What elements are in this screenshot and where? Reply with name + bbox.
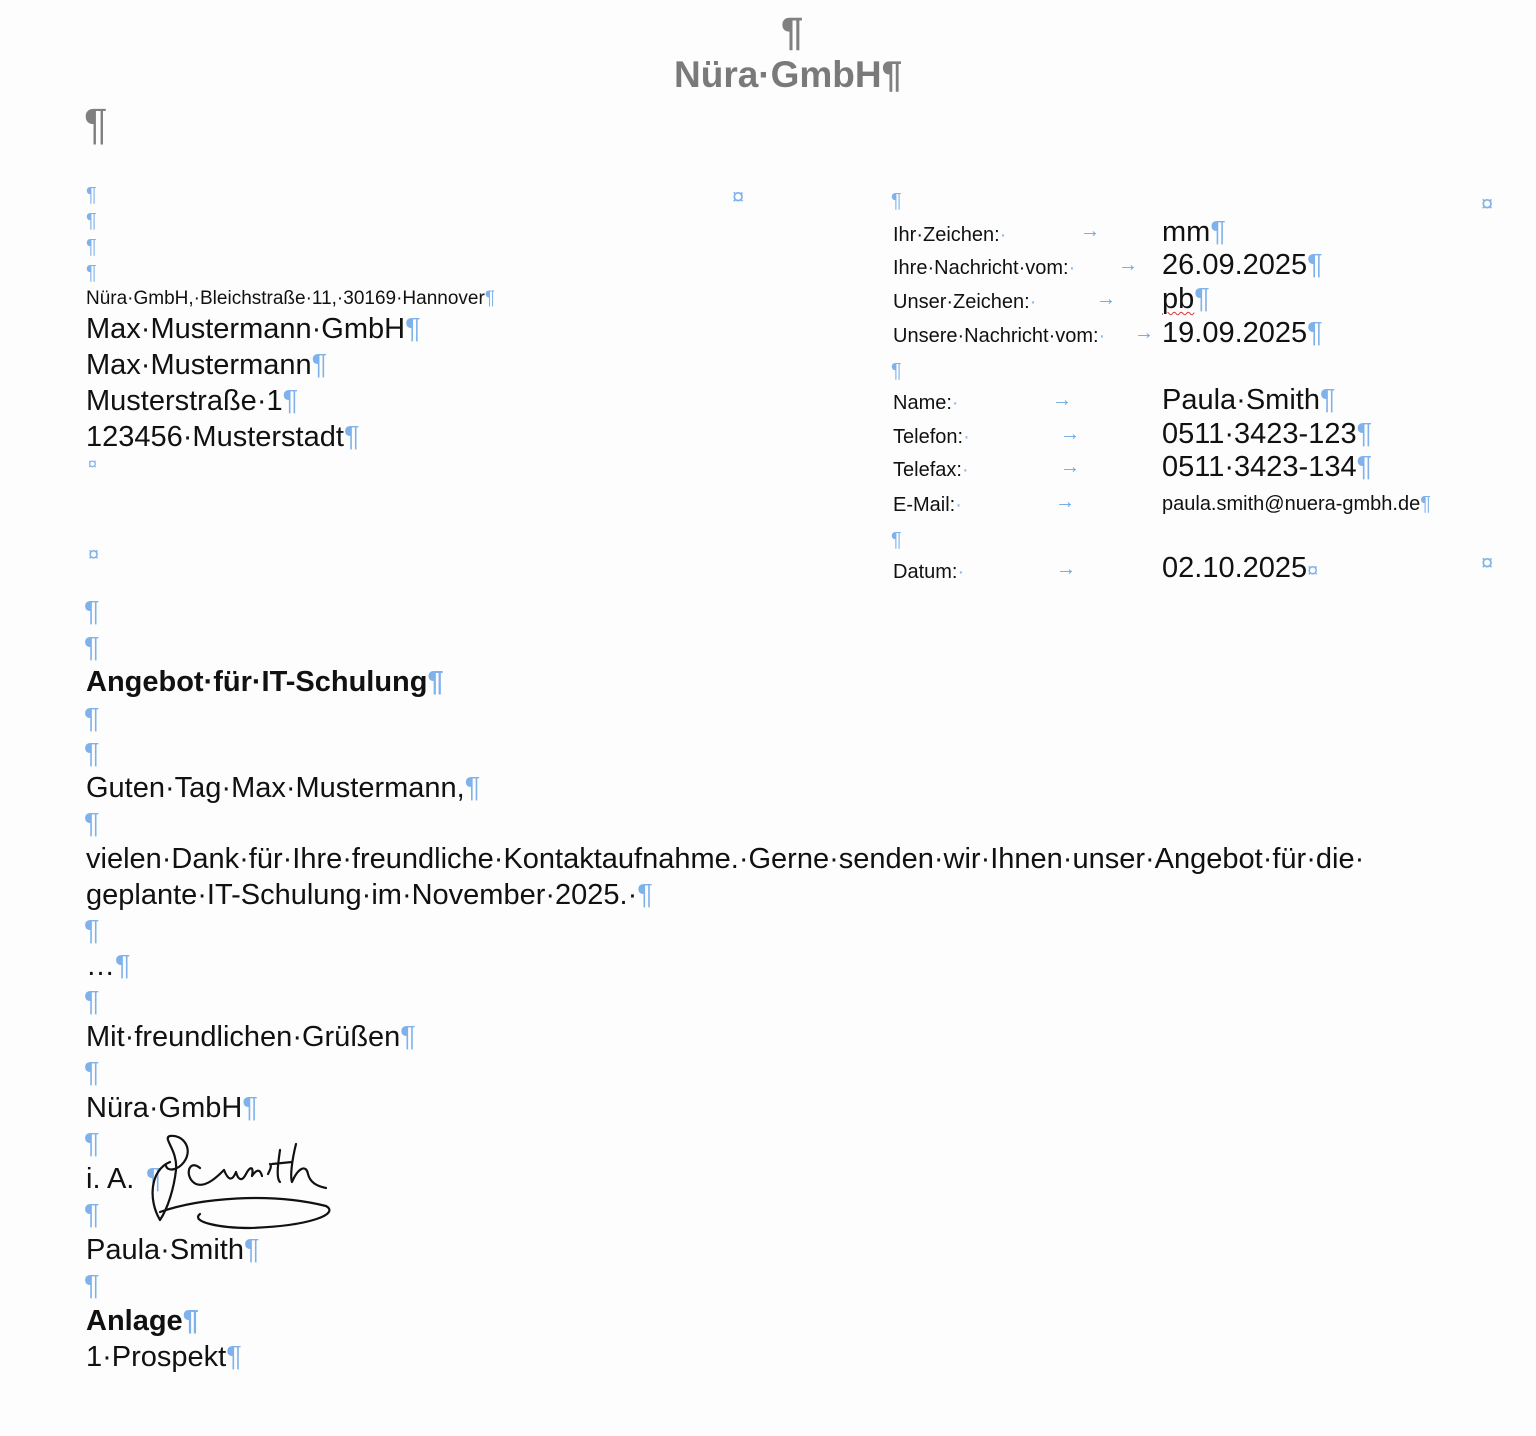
label-text: Unser·Zeichen: bbox=[893, 291, 1030, 313]
value-text: 0511·3423-134 bbox=[1162, 451, 1357, 483]
pilcrow-mark: ¶ bbox=[282, 385, 299, 417]
space-mark: · bbox=[1068, 257, 1076, 279]
ihr-zeichen-label bbox=[893, 224, 1006, 247]
label-text: Ihr·Zeichen: bbox=[893, 224, 1000, 246]
email-value bbox=[1162, 493, 1431, 516]
recipient-company bbox=[86, 313, 421, 346]
label-text: Ihre·Nachricht·vom: bbox=[893, 257, 1069, 279]
pilcrow-mark: ¶ bbox=[464, 772, 481, 804]
ihr-zeichen-value bbox=[1162, 216, 1226, 249]
empty-paragraph-mark: ¶ bbox=[891, 360, 902, 382]
signer-name bbox=[86, 1234, 260, 1267]
value-text: 02.10.2025 bbox=[1162, 552, 1308, 584]
name-value bbox=[1162, 384, 1336, 417]
tab-arrow-icon: → bbox=[1060, 423, 1080, 445]
recipient-name-text: Max·Mustermann bbox=[86, 349, 312, 381]
label-text: Telefon: bbox=[893, 426, 964, 448]
body-text: geplante·IT-Schulung·im·November·2025.· bbox=[86, 879, 638, 911]
pilcrow-mark: ¶ bbox=[881, 54, 903, 95]
empty-paragraph-mark: ¶ bbox=[891, 190, 902, 212]
label-text: Name: bbox=[893, 392, 952, 414]
ihre-nachricht-value bbox=[1162, 249, 1323, 282]
recipient-name bbox=[86, 349, 327, 382]
empty-paragraph-mark: ¶ bbox=[86, 262, 97, 284]
empty-paragraph-mark: ¶ bbox=[84, 703, 100, 735]
company-header-text: Nüra·GmbH bbox=[674, 54, 882, 95]
recipient-street-text: Musterstraße·1 bbox=[86, 385, 283, 417]
company-text: Nüra·GmbH bbox=[86, 1092, 243, 1124]
tab-arrow-icon: → bbox=[1055, 491, 1075, 513]
pilcrow-mark: ¶ bbox=[115, 950, 131, 982]
pilcrow-mark: ¶ bbox=[243, 1234, 260, 1266]
tab-arrow-icon: → bbox=[1118, 254, 1138, 276]
pilcrow-mark: ¶ bbox=[427, 666, 444, 698]
signature-image bbox=[140, 1130, 350, 1235]
empty-paragraph-mark: ¶ bbox=[84, 1128, 100, 1160]
recipient-company-text: Max·Mustermann·GmbH bbox=[86, 313, 406, 345]
attachment-item bbox=[86, 1341, 242, 1374]
ellipsis-line bbox=[86, 950, 131, 983]
ia-text: i. A. bbox=[86, 1163, 135, 1195]
space-mark: · bbox=[955, 494, 962, 516]
pilcrow-mark: ¶ bbox=[1307, 249, 1323, 281]
pilcrow-mark: ¶ bbox=[226, 1341, 242, 1373]
subject-text: Angebot·für·IT-Schulung bbox=[86, 666, 428, 698]
ihre-nachricht-label bbox=[893, 257, 1075, 280]
pilcrow-mark: ¶ bbox=[1194, 283, 1210, 315]
datum-label bbox=[893, 561, 964, 584]
ellipsis-text: … bbox=[86, 950, 115, 982]
cell-end-mark: ¤ bbox=[1481, 550, 1494, 575]
unsere-nachricht-value bbox=[1162, 317, 1323, 350]
empty-paragraph-mark: ¶ bbox=[84, 1199, 100, 1231]
tab-arrow-icon: → bbox=[1060, 456, 1080, 478]
empty-paragraph-mark: ¶ bbox=[84, 632, 100, 664]
pilcrow-mark: ¶ bbox=[637, 879, 653, 911]
label-text: Datum: bbox=[893, 561, 958, 583]
tab-arrow-icon: → bbox=[1052, 389, 1072, 411]
tab-arrow-icon: → bbox=[1080, 220, 1100, 242]
value-text: 26.09.2025 bbox=[1162, 249, 1308, 281]
pilcrow-mark: ¶ bbox=[242, 1092, 258, 1124]
label-text: Unsere·Nachricht·vom: bbox=[893, 325, 1099, 347]
label-text: E-Mail: bbox=[893, 494, 956, 516]
unser-zeichen-value bbox=[1162, 283, 1210, 316]
pilcrow-mark: ¶ bbox=[400, 1021, 416, 1053]
space-mark: · bbox=[963, 426, 970, 448]
pilcrow-mark: ¶ bbox=[1420, 493, 1431, 515]
telefax-label bbox=[893, 459, 969, 482]
value-text: mm bbox=[1162, 216, 1211, 248]
space-mark: · bbox=[1098, 325, 1106, 347]
empty-paragraph-mark: ¶ bbox=[84, 808, 100, 840]
pilcrow-mark: ¶ bbox=[1307, 317, 1323, 349]
telefax-value bbox=[1162, 451, 1372, 484]
cell-end-mark: ¤ bbox=[1481, 191, 1494, 216]
pilcrow-mark: ¶ bbox=[146, 1163, 162, 1195]
empty-paragraph-mark: ¶ bbox=[84, 100, 108, 149]
value-text: 19.09.2025 bbox=[1162, 317, 1308, 349]
pilcrow-mark: ¶ bbox=[1210, 216, 1226, 248]
body-paragraph-line-2 bbox=[86, 879, 653, 912]
space-mark: · bbox=[999, 224, 1007, 246]
unser-zeichen-label bbox=[893, 291, 1036, 314]
empty-paragraph-mark: ¶ bbox=[86, 184, 97, 206]
space-mark: · bbox=[951, 392, 959, 414]
empty-paragraph-mark: ¶ bbox=[84, 596, 100, 628]
value-text: pb bbox=[1162, 283, 1195, 315]
telefon-value bbox=[1162, 418, 1372, 451]
empty-paragraph-mark: ¶ bbox=[84, 738, 100, 770]
subject-line bbox=[86, 666, 444, 699]
sender-line bbox=[86, 288, 495, 310]
label-text: Telefax: bbox=[893, 459, 962, 481]
name-label bbox=[893, 392, 959, 415]
recipient-city-text: 123456·Musterstadt bbox=[86, 421, 344, 453]
closing-text: Mit·freundlichen·Grüßen bbox=[86, 1021, 401, 1053]
pilcrow-mark: ¶ bbox=[1356, 451, 1373, 483]
value-text: Paula·Smith bbox=[1162, 384, 1320, 416]
empty-paragraph-mark: ¶ bbox=[84, 1057, 100, 1089]
cell-end-mark: ¤ bbox=[732, 184, 745, 209]
pilcrow-mark: ¶ bbox=[405, 313, 421, 345]
space-mark: · bbox=[957, 561, 965, 583]
cell-end-mark: ¤ bbox=[88, 456, 97, 473]
empty-paragraph-mark: ¶ bbox=[891, 529, 902, 551]
value-text: paula.smith@nuera-gmbh.de bbox=[1162, 493, 1421, 515]
closing bbox=[86, 1021, 416, 1054]
pilcrow-mark: ¶ bbox=[1319, 384, 1336, 416]
empty-paragraph-mark: ¶ bbox=[86, 210, 97, 232]
signer-text: Paula·Smith bbox=[86, 1234, 244, 1266]
email-label bbox=[893, 494, 962, 517]
cell-end-mark: ¤ bbox=[88, 544, 100, 566]
pilcrow-mark: ¶ bbox=[1356, 418, 1373, 450]
body-paragraph-line-1: vielen·Dank·für·Ihre·freundliche·Kontaktaufnahme.·Gerne·senden·wir·Ihnen·unser·Angebot·für·die· bbox=[86, 843, 1365, 875]
unsere-nachricht-label bbox=[893, 325, 1105, 348]
tab-arrow-icon: → bbox=[1134, 322, 1154, 344]
salutation-text: Guten·Tag·Max·Mustermann, bbox=[86, 772, 465, 804]
datum-value bbox=[1162, 552, 1318, 585]
space-mark: · bbox=[961, 459, 969, 481]
pilcrow-mark: ¶ bbox=[343, 421, 360, 453]
value-text: 0511·3423-123 bbox=[1162, 418, 1357, 450]
empty-paragraph-mark: ¶ bbox=[86, 236, 97, 258]
sender-line-text: Nüra·GmbH,·Bleichstraße·11,·30169·Hannover bbox=[86, 288, 485, 309]
recipient-city bbox=[86, 421, 360, 454]
empty-paragraph-mark: ¶ bbox=[84, 1270, 100, 1302]
telefon-label bbox=[893, 426, 970, 449]
pilcrow-mark: ¶ bbox=[484, 288, 496, 309]
attachment-heading bbox=[86, 1305, 199, 1338]
tab-arrow-icon: → bbox=[1096, 288, 1116, 310]
header-pilcrow: ¶ bbox=[781, 10, 804, 54]
empty-paragraph-mark: ¶ bbox=[84, 986, 100, 1018]
ia-line bbox=[86, 1163, 134, 1196]
company-header bbox=[674, 54, 902, 96]
attachment-item-text: 1·Prospekt bbox=[86, 1341, 227, 1373]
cell-end-mark: ¤ bbox=[1307, 560, 1319, 582]
space-mark: · bbox=[1029, 291, 1037, 313]
empty-paragraph-mark: ¶ bbox=[84, 915, 100, 947]
pilcrow-mark: ¶ bbox=[311, 349, 328, 381]
closing-company bbox=[86, 1092, 258, 1125]
pilcrow-mark: ¶ bbox=[182, 1305, 199, 1337]
recipient-street bbox=[86, 385, 298, 418]
attachment-heading-text: Anlage bbox=[86, 1305, 183, 1337]
tab-arrow-icon: → bbox=[1056, 558, 1076, 580]
salutation bbox=[86, 772, 480, 805]
